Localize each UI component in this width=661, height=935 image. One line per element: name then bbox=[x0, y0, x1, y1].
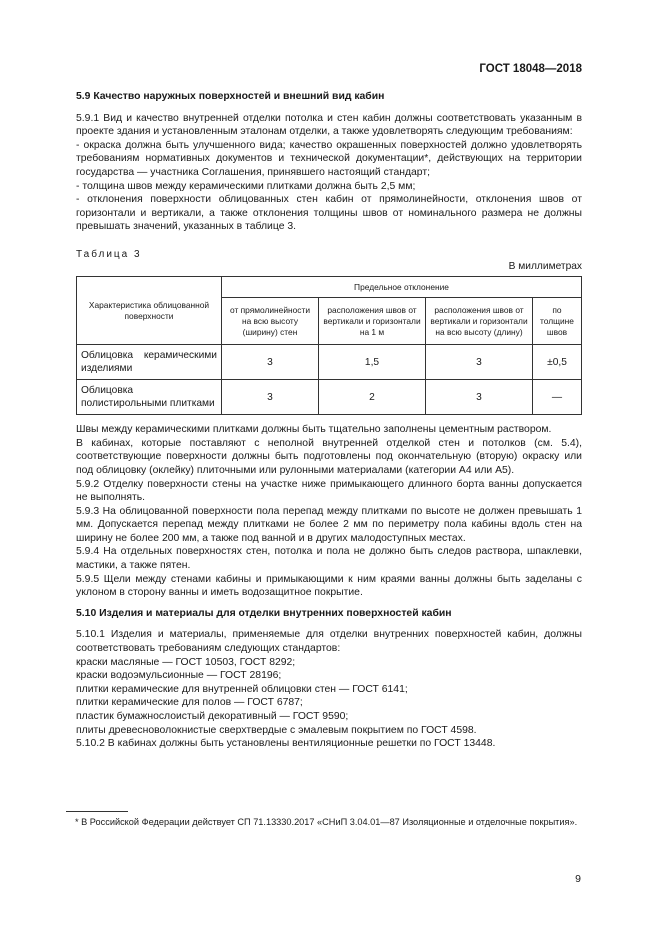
section-5-10-heading: 5.10 Изделия и материалы для отделки внутренних поверхностей кабин bbox=[76, 607, 452, 619]
standards-list-item: пластик бумажнослоистый декоративный — ГОСТ 9590; bbox=[76, 711, 349, 722]
table-row bbox=[77, 345, 582, 380]
deviation-table bbox=[76, 276, 582, 415]
table-header-col: расположения швов от вертикали и горизонтали на 1 м bbox=[319, 298, 426, 345]
section-5-9-heading: 5.9 Качество наружных поверхностей и внешний вид кабин bbox=[76, 91, 385, 102]
table-cell: ±0,5 bbox=[533, 345, 582, 380]
table-cell: 1,5 bbox=[319, 345, 426, 380]
paragraph-5-9-3: 5.9.3 На облицованной поверхности пола перепад между плитками по высоте не должен превышать 1 мм. Допускается перепад между плитками не более 2 мм по периметру пола кабины вдоль стен на ширину не более 200 мм, а также под ванной и в других малодоступных местах. bbox=[76, 505, 582, 544]
standards-list-item: плиты древесноволокнистые сверхтвердые с эмалевым покрытием по ГОСТ 4598. bbox=[76, 724, 477, 736]
table-header-col: от прямолинейности на всю высоту (ширину) стен bbox=[222, 298, 319, 345]
standards-list-item: краски масляные — ГОСТ 10503, ГОСТ 8292; bbox=[76, 656, 296, 668]
table-cell: 2 bbox=[319, 380, 426, 415]
paragraph-5-9-5: 5.9.5 Щели между стенами кабины и примыкающими к ним краями ванны должны быть заделаны с уклоном в сторону ванны и иметь водозащитное покрытие. bbox=[76, 573, 582, 599]
page-number: 9 bbox=[575, 873, 581, 885]
paragraph-5-10-1: 5.10.1 Изделия и материалы, применяемые для отделки внутренних поверхностей кабин, должны соответствовать требованиям следующих стандартов: bbox=[76, 629, 582, 655]
paragraph-incomplete-finish: В кабинах, которые поставляют с неполной внутренней отделкой стен и потолков (см. 5.4), соответствующие поверхности должны быть подготовлены под окончательную (вторую) окраску или под облицовку (оклейку) плиточными или рулонными материалами (категории А4 или А5). bbox=[76, 437, 582, 476]
table-caption: Таблица 3 bbox=[76, 248, 142, 260]
table-cell-name: Облицовка полистирольными плитками bbox=[77, 380, 222, 415]
document-code: ГОСТ 18048—2018 bbox=[479, 63, 582, 75]
standards-list-item: краски водоэмульсионные — ГОСТ 28196; bbox=[76, 670, 282, 682]
paragraph-5-9-4: 5.9.4 На отдельных поверхностях стен, потолка и пола не должно быть следов раствора, шпаклевки, мастики, а также пятен. bbox=[76, 546, 582, 572]
table-cell: 3 bbox=[222, 345, 319, 380]
paragraph-joints: Швы между керамическими плитками должны быть тщательно заполнены цементным раствором. bbox=[76, 424, 552, 436]
table-cell: — bbox=[533, 380, 582, 415]
standards-list-item: плитки керамические для полов — ГОСТ 6787; bbox=[76, 697, 303, 709]
bullet-joint-thickness: - толщина швов между керамическими плитками должна быть 2,5 мм; bbox=[76, 180, 416, 192]
page-content bbox=[76, 90, 582, 751]
paragraph-5-9-2: 5.9.2 Отделку поверхности стены на участке ниже примыкающего длинного борта ванны допускается не выполнять. bbox=[76, 478, 582, 504]
table-header-characteristic: Характеристика облицованной поверхности bbox=[77, 277, 222, 345]
standards-list-item: плитки керамические для внутренней облицовки стен — ГОСТ 6141; bbox=[76, 683, 408, 695]
table-header-group: Предельное отклонение bbox=[222, 277, 582, 298]
paragraph-5-9-1: 5.9.1 Вид и качество внутренней отделки потолка и стен кабин должны соответствовать указанным в проекте здания и установленным эталонам отделки, а также удовлетворять следующим требованиям: bbox=[76, 112, 582, 138]
table-cell: 3 bbox=[426, 380, 533, 415]
paragraph-5-10-2: 5.10.2 В кабинах должны быть установлены вентиляционные решетки по ГОСТ 13448. bbox=[76, 738, 496, 750]
table-cell: 3 bbox=[426, 345, 533, 380]
table-header-col: расположения швов от вертикали и горизонтали на всю высоту (длину) bbox=[426, 298, 533, 345]
table-unit: В миллиметрах bbox=[508, 260, 582, 272]
bullet-deviations: - отклонения поверхности облицованных стен кабин от прямолинейности, отклонения швов от горизонтали и вертикали, а также отклонения толщины швов от номинального размера не должны превышать значений, указанных в таблице 3. bbox=[76, 194, 582, 233]
footnote-divider bbox=[66, 811, 128, 812]
table-row bbox=[77, 380, 582, 415]
footnote: * В Российской Федерации действует СП 71.13330.2017 «СНиП 3.04.01—87 Изоляционные и отделочные покрытия». bbox=[75, 817, 578, 827]
bullet-painting: - окраска должна быть улучшенного вида; качество окрашенных поверхностей должно удовлетворять требованиям нормативных документов и технической документации*, действующих на территории государства — участника Соглашения, принявшего настоящий стандарт; bbox=[76, 139, 582, 178]
table-header-col: по толщине швов bbox=[533, 298, 582, 345]
table-cell: 3 bbox=[222, 380, 319, 415]
table-cell-name: Облицовка керамическими изделиями bbox=[77, 345, 222, 380]
